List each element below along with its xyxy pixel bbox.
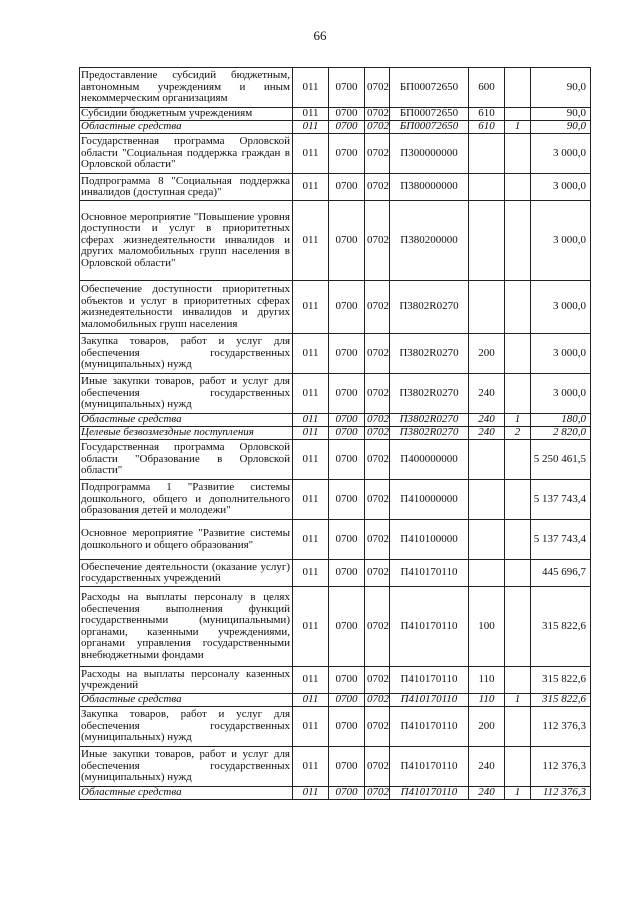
table-row [80, 281, 591, 334]
cell-admin-code: 011 [293, 374, 329, 414]
cell-name: Расходы на выплаты персоналу в целях обеспечения выполнения функций государственными (муниципальными) органами, казенными учреждениями, органами управления государственными внебюджетными фондами [80, 587, 293, 667]
cell-name: Областные средства [80, 121, 293, 134]
cell-admin-code: 011 [293, 480, 329, 520]
cell-target-article: БП00072650 [390, 108, 469, 121]
cell-target-article: П410170110 [390, 667, 469, 694]
cell-name: Закупка товаров, работ и услуг для обеспечения государственных (муниципальных) нужд [80, 707, 293, 747]
cell-admin-code: 011 [293, 694, 329, 707]
cell-amount: 90,0 [531, 108, 591, 121]
cell-target-article: П380000000 [390, 174, 469, 201]
cell-funding-source: 2 [505, 427, 531, 440]
cell-section: 0700 [329, 480, 365, 520]
cell-name: Субсидии бюджетным учреждениям [80, 108, 293, 121]
table-row [80, 121, 591, 134]
cell-amount: 3 000,0 [531, 201, 591, 281]
cell-admin-code: 011 [293, 747, 329, 787]
table-row [80, 707, 591, 747]
cell-expense-type [469, 281, 505, 334]
table-row [80, 520, 591, 560]
cell-subsection: 0702 [365, 174, 390, 201]
cell-name: Основное мероприятие "Повышение уровня доступности и услуг в приоритетных сферах жизнедеятельности инвалидов и других маломобильных групп населения в Орловской области" [80, 201, 293, 281]
cell-subsection: 0702 [365, 134, 390, 174]
table-row [80, 334, 591, 374]
cell-funding-source [505, 440, 531, 480]
cell-section: 0700 [329, 201, 365, 281]
cell-admin-code: 011 [293, 667, 329, 694]
cell-name: Областные средства [80, 787, 293, 800]
cell-section: 0700 [329, 414, 365, 427]
cell-expense-type: 240 [469, 427, 505, 440]
cell-subsection: 0702 [365, 108, 390, 121]
cell-expense-type [469, 201, 505, 281]
cell-target-article: П3802R0270 [390, 414, 469, 427]
cell-admin-code: 011 [293, 587, 329, 667]
table-row [80, 68, 591, 108]
cell-subsection: 0702 [365, 334, 390, 374]
table-row [80, 787, 591, 800]
cell-name: Иные закупки товаров, работ и услуг для обеспечения государственных (муниципальных) нужд [80, 747, 293, 787]
table-row [80, 440, 591, 480]
cell-funding-source [505, 174, 531, 201]
cell-section: 0700 [329, 174, 365, 201]
cell-expense-type: 100 [469, 587, 505, 667]
table-row [80, 174, 591, 201]
cell-section: 0700 [329, 121, 365, 134]
table-row [80, 427, 591, 440]
cell-amount: 3 000,0 [531, 374, 591, 414]
table-row [80, 108, 591, 121]
cell-section: 0700 [329, 134, 365, 174]
cell-subsection: 0702 [365, 201, 390, 281]
cell-amount: 180,0 [531, 414, 591, 427]
cell-expense-type: 110 [469, 694, 505, 707]
cell-admin-code: 011 [293, 560, 329, 587]
cell-funding-source: 1 [505, 694, 531, 707]
cell-funding-source [505, 480, 531, 520]
cell-subsection: 0702 [365, 281, 390, 334]
cell-expense-type: 240 [469, 374, 505, 414]
cell-admin-code: 011 [293, 440, 329, 480]
cell-subsection: 0702 [365, 747, 390, 787]
cell-funding-source [505, 108, 531, 121]
cell-expense-type: 200 [469, 707, 505, 747]
cell-section: 0700 [329, 787, 365, 800]
cell-target-article: П3802R0270 [390, 374, 469, 414]
cell-subsection: 0702 [365, 694, 390, 707]
cell-subsection: 0702 [365, 427, 390, 440]
cell-section: 0700 [329, 108, 365, 121]
cell-name: Государственная программа Орловской области "Образование в Орловской области" [80, 440, 293, 480]
cell-amount: 90,0 [531, 68, 591, 108]
table-row [80, 694, 591, 707]
cell-funding-source [505, 68, 531, 108]
cell-expense-type [469, 174, 505, 201]
cell-subsection: 0702 [365, 480, 390, 520]
cell-amount: 5 250 461,5 [531, 440, 591, 480]
cell-amount: 3 000,0 [531, 174, 591, 201]
cell-target-article: П300000000 [390, 134, 469, 174]
cell-expense-type: 610 [469, 121, 505, 134]
cell-name: Целевые безвозмездные поступления [80, 427, 293, 440]
cell-subsection: 0702 [365, 68, 390, 108]
cell-section: 0700 [329, 707, 365, 747]
cell-section: 0700 [329, 427, 365, 440]
cell-target-article: П380200000 [390, 201, 469, 281]
cell-expense-type [469, 480, 505, 520]
cell-subsection: 0702 [365, 667, 390, 694]
cell-target-article: П410170110 [390, 694, 469, 707]
cell-section: 0700 [329, 747, 365, 787]
cell-funding-source [505, 201, 531, 281]
cell-funding-source: 1 [505, 787, 531, 800]
cell-name: Предоставление субсидий бюджетным, автономным учреждениям и иным некоммерческим организациям [80, 68, 293, 108]
cell-subsection: 0702 [365, 374, 390, 414]
cell-name: Подпрограмма 1 "Развитие системы дошкольного, общего и дополнительного образования детей и молодежи" [80, 480, 293, 520]
cell-funding-source [505, 520, 531, 560]
budget-table [79, 67, 591, 800]
cell-section: 0700 [329, 281, 365, 334]
table-row [80, 480, 591, 520]
cell-target-article: П3802R0270 [390, 334, 469, 374]
cell-amount: 315 822,6 [531, 587, 591, 667]
cell-expense-type: 610 [469, 108, 505, 121]
cell-name: Закупка товаров, работ и услуг для обеспечения государственных (муниципальных) нужд [80, 334, 293, 374]
cell-expense-type: 110 [469, 667, 505, 694]
cell-funding-source [505, 134, 531, 174]
cell-name: Подпрограмма 8 "Социальная поддержка инвалидов (доступная среда)" [80, 174, 293, 201]
cell-funding-source: 1 [505, 414, 531, 427]
cell-amount: 315 822,6 [531, 667, 591, 694]
cell-funding-source [505, 707, 531, 747]
cell-funding-source [505, 560, 531, 587]
cell-admin-code: 011 [293, 108, 329, 121]
cell-expense-type [469, 134, 505, 174]
cell-target-article: П3802R0270 [390, 281, 469, 334]
cell-name: Государственная программа Орловской области "Социальная поддержка граждан в Орловской области" [80, 134, 293, 174]
cell-admin-code: 011 [293, 201, 329, 281]
cell-subsection: 0702 [365, 520, 390, 560]
table-body [80, 68, 591, 800]
cell-amount: 445 696,7 [531, 560, 591, 587]
cell-section: 0700 [329, 520, 365, 560]
cell-amount: 3 000,0 [531, 281, 591, 334]
cell-target-article: БП00072650 [390, 121, 469, 134]
cell-admin-code: 011 [293, 707, 329, 747]
cell-target-article: П410000000 [390, 480, 469, 520]
cell-name: Обеспечение деятельности (оказание услуг) государственных учреждений [80, 560, 293, 587]
cell-subsection: 0702 [365, 587, 390, 667]
cell-subsection: 0702 [365, 787, 390, 800]
cell-admin-code: 011 [293, 134, 329, 174]
cell-amount: 2 820,0 [531, 427, 591, 440]
cell-target-article: П410170110 [390, 747, 469, 787]
cell-section: 0700 [329, 334, 365, 374]
cell-expense-type: 200 [469, 334, 505, 374]
page-number: 66 [313, 28, 327, 43]
cell-admin-code: 011 [293, 787, 329, 800]
cell-name: Основное мероприятие "Развитие системы дошкольного и общего образования" [80, 520, 293, 560]
cell-expense-type [469, 560, 505, 587]
cell-section: 0700 [329, 667, 365, 694]
cell-admin-code: 011 [293, 174, 329, 201]
cell-admin-code: 011 [293, 414, 329, 427]
cell-funding-source [505, 334, 531, 374]
table-row [80, 747, 591, 787]
cell-target-article: БП00072650 [390, 68, 469, 108]
cell-target-article: П410100000 [390, 520, 469, 560]
cell-funding-source: 1 [505, 121, 531, 134]
cell-section: 0700 [329, 68, 365, 108]
table-row [80, 560, 591, 587]
cell-amount: 3 000,0 [531, 334, 591, 374]
table-row [80, 667, 591, 694]
table-row [80, 587, 591, 667]
cell-name: Расходы на выплаты персоналу казенных учреждений [80, 667, 293, 694]
cell-admin-code: 011 [293, 68, 329, 108]
cell-target-article: П400000000 [390, 440, 469, 480]
cell-name: Областные средства [80, 414, 293, 427]
cell-name: Областные средства [80, 694, 293, 707]
cell-amount: 5 137 743,4 [531, 480, 591, 520]
cell-admin-code: 011 [293, 520, 329, 560]
cell-expense-type [469, 440, 505, 480]
cell-expense-type: 240 [469, 747, 505, 787]
cell-subsection: 0702 [365, 121, 390, 134]
cell-amount: 3 000,0 [531, 134, 591, 174]
cell-amount: 90,0 [531, 121, 591, 134]
cell-amount: 112 376,3 [531, 787, 591, 800]
cell-amount: 112 376,3 [531, 747, 591, 787]
table-row [80, 374, 591, 414]
cell-subsection: 0702 [365, 414, 390, 427]
table-row [80, 414, 591, 427]
cell-section: 0700 [329, 560, 365, 587]
cell-funding-source [505, 374, 531, 414]
cell-funding-source [505, 667, 531, 694]
cell-section: 0700 [329, 694, 365, 707]
cell-admin-code: 011 [293, 427, 329, 440]
cell-amount: 315 822,6 [531, 694, 591, 707]
cell-name: Иные закупки товаров, работ и услуг для обеспечения государственных (муниципальных) нужд [80, 374, 293, 414]
cell-target-article: П410170110 [390, 587, 469, 667]
cell-funding-source [505, 587, 531, 667]
cell-subsection: 0702 [365, 560, 390, 587]
cell-target-article: П410170110 [390, 707, 469, 747]
cell-expense-type: 240 [469, 414, 505, 427]
cell-section: 0700 [329, 587, 365, 667]
cell-expense-type: 240 [469, 787, 505, 800]
cell-subsection: 0702 [365, 707, 390, 747]
cell-funding-source [505, 281, 531, 334]
cell-expense-type [469, 520, 505, 560]
cell-subsection: 0702 [365, 440, 390, 480]
cell-amount: 5 137 743,4 [531, 520, 591, 560]
cell-admin-code: 011 [293, 334, 329, 374]
cell-admin-code: 011 [293, 281, 329, 334]
cell-amount: 112 376,3 [531, 707, 591, 747]
cell-admin-code: 011 [293, 121, 329, 134]
cell-target-article: П410170110 [390, 560, 469, 587]
cell-target-article: П410170110 [390, 787, 469, 800]
cell-section: 0700 [329, 440, 365, 480]
cell-target-article: П3802R0270 [390, 427, 469, 440]
cell-name: Обеспечение доступности приоритетных объектов и услуг в приоритетных сферах жизнедеятельности инвалидов и других маломобильных групп населения [80, 281, 293, 334]
cell-section: 0700 [329, 374, 365, 414]
cell-expense-type: 600 [469, 68, 505, 108]
cell-funding-source [505, 747, 531, 787]
table-row [80, 134, 591, 174]
table-row [80, 201, 591, 281]
